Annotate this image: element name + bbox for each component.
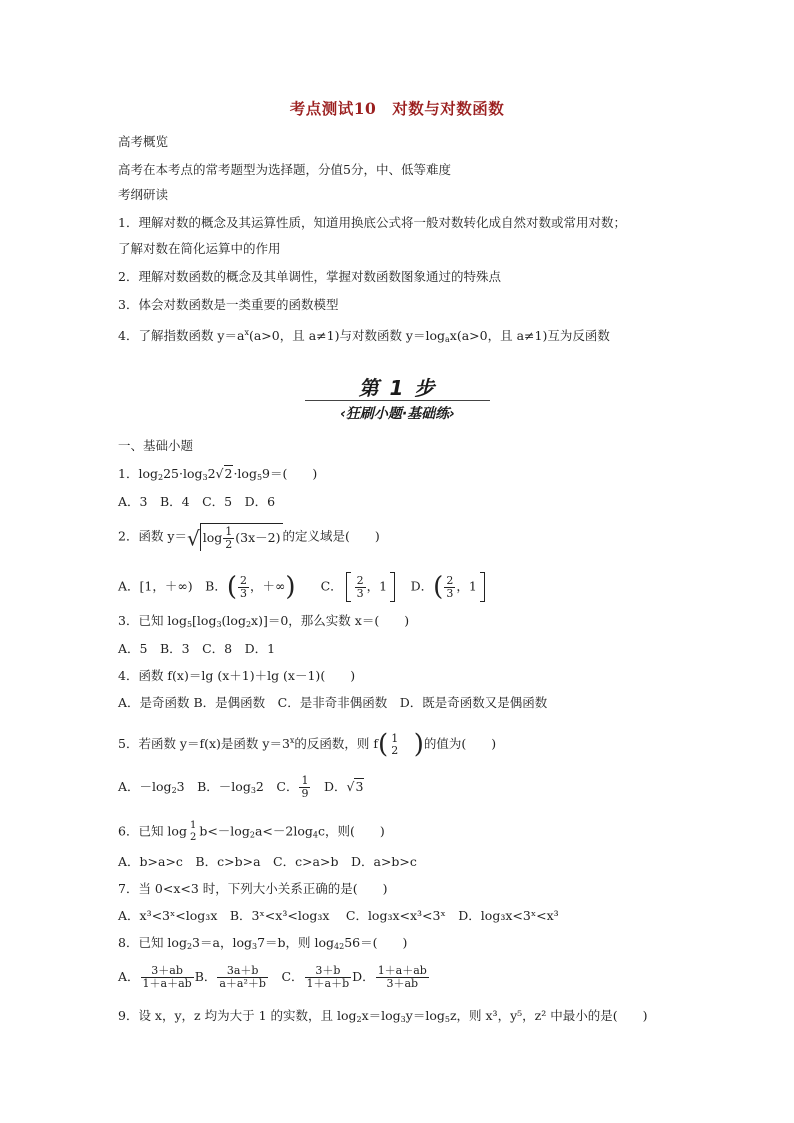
- outline-item-4: 4．了解指数函数 $y=a^x(a>0$，且 a≠1)与对数函数 $y=\log_ax(a>0$，且 a≠1)互为反函数: [118, 328, 610, 344]
- question-9: 9．设 x，y，z 均为大于 1 的实数，且 $\log_2x=\log_3y=\log_5z$，则 x³，y⁵，z² 中最小的是( ): [118, 1008, 648, 1024]
- question-1-options: A．3 B．4 C．5 D．6: [118, 494, 276, 509]
- overview-heading: 高考概览: [118, 134, 169, 149]
- outline-item-2: 2．理解对数函数的概念及其单调性，掌握对数函数图象通过的特殊点: [118, 269, 501, 284]
- question-7: 7．当 0<x<3 时，下列大小关系正确的是( ): [118, 881, 388, 896]
- outline-item-1: 1．理解对数的概念及其运算性质，知道用换底公式将一般对数转化成自然对数或常用对数；: [118, 215, 626, 230]
- step-subtitle: ‹狂刷小题·基础练›: [340, 406, 455, 422]
- page-title: 考点测试10 对数与对数函数: [289, 99, 505, 118]
- question-2: 2．函数 y＝√ log $\frac{1}{2}$ (3x－2) 的定义域是( ): [118, 525, 380, 551]
- step-banner: [305, 372, 490, 424]
- question-4-options: A．是奇函数 B．是偶函数 C．是非奇非偶函数 D．既是奇函数又是偶函数: [118, 695, 548, 710]
- outline-heading: 考纲研读: [118, 187, 169, 202]
- step-label: 第 1 步: [358, 376, 437, 400]
- banner-rule: [305, 400, 490, 401]
- question-3: 3．已知 $\log_5[\log_3(\log_2x)]=0$，那么实数 x＝( ): [118, 613, 410, 629]
- question-8-options: A． $\frac{3+ab}{1+a+ab}$ B． $\frac{3a+b}{\text{a＋a²＋b}}$ C． $\frac{3+b}{1+a+b}$ D． $\frac{1+a+ab}{3+ab}$: [118, 964, 427, 990]
- question-8: 8．已知 $\log_23=a$，$\log_37=b$，则 $\log_{42}56=$( ): [118, 935, 408, 951]
- question-5-options: A．$-\log_23$ B．$-\log_32$ C． $\frac{1}{9}$ D．√3: [118, 774, 364, 800]
- question-1: 1．$\log_225\cdot\log_32√2\cdot\log_59=$( ): [118, 466, 318, 482]
- question-5: 5．若函数 y＝f(x)是函数 $y=3^x$的反函数，则 f( 1 2 )的值为( ): [118, 729, 497, 760]
- outline-item-3: 3．体会对数函数是一类重要的函数模型: [118, 297, 339, 312]
- overview-text: 高考在本考点的常考题型为选择题，分值5分，中、低等难度: [118, 162, 451, 177]
- question-6-options: A．b>a>c B．c>b>a C．c>a>b D．a>b>c: [118, 854, 417, 869]
- question-6: 6．已知 log 1 2 $b<-\log_2a<-2\log_4c$，则( ): [118, 820, 385, 843]
- question-3-options: A．5 B．3 C．8 D．1: [118, 641, 276, 656]
- question-7-options: A．x³<3ˣ<log₃x B．3ˣ<x³<log₃x C．log₃x<x³<3ˣ D．log₃x<3ˣ<x³: [118, 908, 559, 923]
- section-heading: 一、基础小题: [118, 438, 194, 453]
- outline-item-1-cont: 了解对数在简化运算中的作用: [118, 241, 281, 256]
- question-2-options: A．[1，＋∞) B．( $\frac{2}{3}$ ，＋∞) C． $\frac{2}{3}$ ，1 D．( $\frac{2}{3}$ ，1: [118, 572, 488, 602]
- question-4: 4．函数 f(x)＝lg (x＋1)＋lg (x－1)( ): [118, 668, 356, 683]
